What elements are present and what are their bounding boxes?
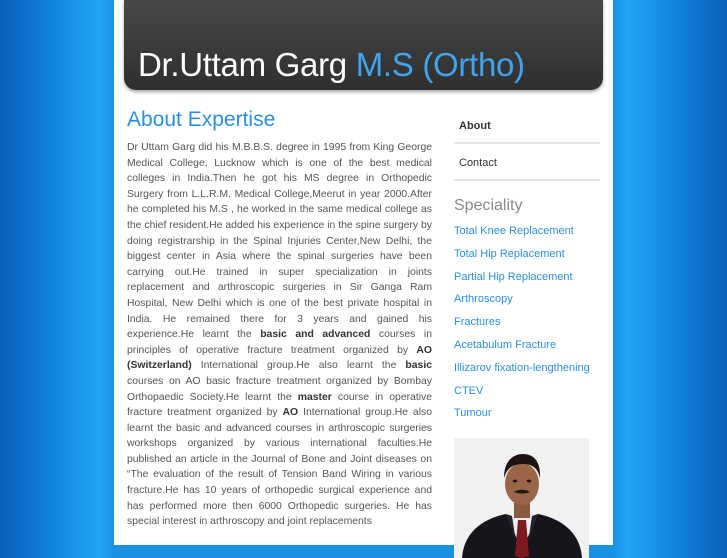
site-header	[124, 0, 603, 90]
list-item	[454, 244, 600, 267]
doctor-name: Dr.Uttam Garg	[138, 46, 347, 83]
speciality-link-illizarov[interactable]: Illizarov fixation-lengthening	[454, 361, 590, 374]
speciality-list	[454, 221, 600, 426]
speciality-link-acetabulum[interactable]: Acetabulum Fracture	[454, 338, 557, 351]
list-item	[454, 335, 600, 358]
bio-segment: courses in principles of operative fracture treatment organized by	[127, 329, 432, 356]
speciality-link-ctev[interactable]: CTEV	[454, 384, 484, 397]
list-item	[454, 289, 600, 312]
sidebar-nav	[454, 108, 600, 181]
doctor-portrait-image	[454, 438, 589, 558]
speciality-link-total-hip[interactable]: Total Hip Replacement	[454, 247, 565, 260]
site-title	[138, 46, 525, 84]
list-item	[454, 267, 600, 290]
page-container	[114, 0, 613, 545]
bio-emphasis: basic	[405, 360, 432, 372]
page-title: About Expertise	[127, 108, 276, 131]
list-item	[454, 358, 600, 381]
bio-emphasis: basic and advanced	[260, 329, 371, 341]
speciality-link-total-knee[interactable]: Total Knee Replacement	[454, 225, 574, 237]
bio-emphasis: AO (Switzerland)	[127, 344, 432, 372]
list-item	[454, 221, 600, 244]
nav-item-contact[interactable]: Contact	[454, 144, 600, 181]
list-item	[454, 312, 600, 335]
bio-text	[127, 140, 432, 530]
speciality-link-tumour[interactable]: Tumour	[454, 407, 492, 420]
bio-emphasis: AO	[282, 407, 299, 419]
sidebar	[454, 108, 600, 426]
bio-emphasis: master	[297, 391, 332, 403]
bio-segment: Dr Uttam Garg did his M.B.B.S. degree in 1995 from King George Medical College, Lucknow which is one of the best medical colleges in India.Then he got his MS degree in Orthopedic Surgery from L.L.R.M. Medical College,Meerut in year 2000.After he completed his M.S , he worked in the same medical college as the chief resident.He added his experience in the spine surgery by doing registrarship in the Spinal Injuries Center,New Delhi, the biggest center in Asia where the spinal surgeries have been carrying out.He trained in super specialization in joints replacement and arthroscopic surgeries in Sir Ganga Ram Hospital, New Delhi which is one of the best private hospital in India. He remained there for 3 years and gained his experience.He learnt the	[127, 142, 432, 341]
bio-segment: International group.He also learnt the basic and advanced courses in arthroscopic surgeries workshops organized by various international faculties.He published an article in the Journal of Bone and Joint diseases on “The evaluation of the result of Tension Band Wiring in various fracture.He has 10 years of orthopedic surgical experience and has performed more then 6000 Orthopedic surgeries. He has special interest in arthroscopy and joint replacements	[127, 407, 432, 528]
doctor-photo	[454, 438, 589, 558]
main-content	[127, 108, 432, 530]
doctor-qualification: M.S (Ortho)	[355, 46, 525, 83]
speciality-link-fractures[interactable]: Fractures	[454, 316, 501, 329]
bio-segment: courses on AO basic fracture treatment organized by Bombay Orthopaedic Society.He learnt the	[127, 375, 432, 403]
bio-segment: course in operative fracture treatment organized by	[127, 391, 433, 419]
speciality-link-partial-hip[interactable]: Partial Hip Replacement	[454, 270, 573, 283]
bio-segment: International group.He also learnt the	[191, 360, 406, 372]
list-item	[454, 403, 600, 426]
speciality-link-arthroscopy[interactable]: Arthroscopy	[454, 293, 513, 306]
nav-item-about[interactable]: About	[454, 108, 600, 144]
list-item	[454, 381, 600, 404]
speciality-heading: Speciality	[454, 197, 523, 214]
